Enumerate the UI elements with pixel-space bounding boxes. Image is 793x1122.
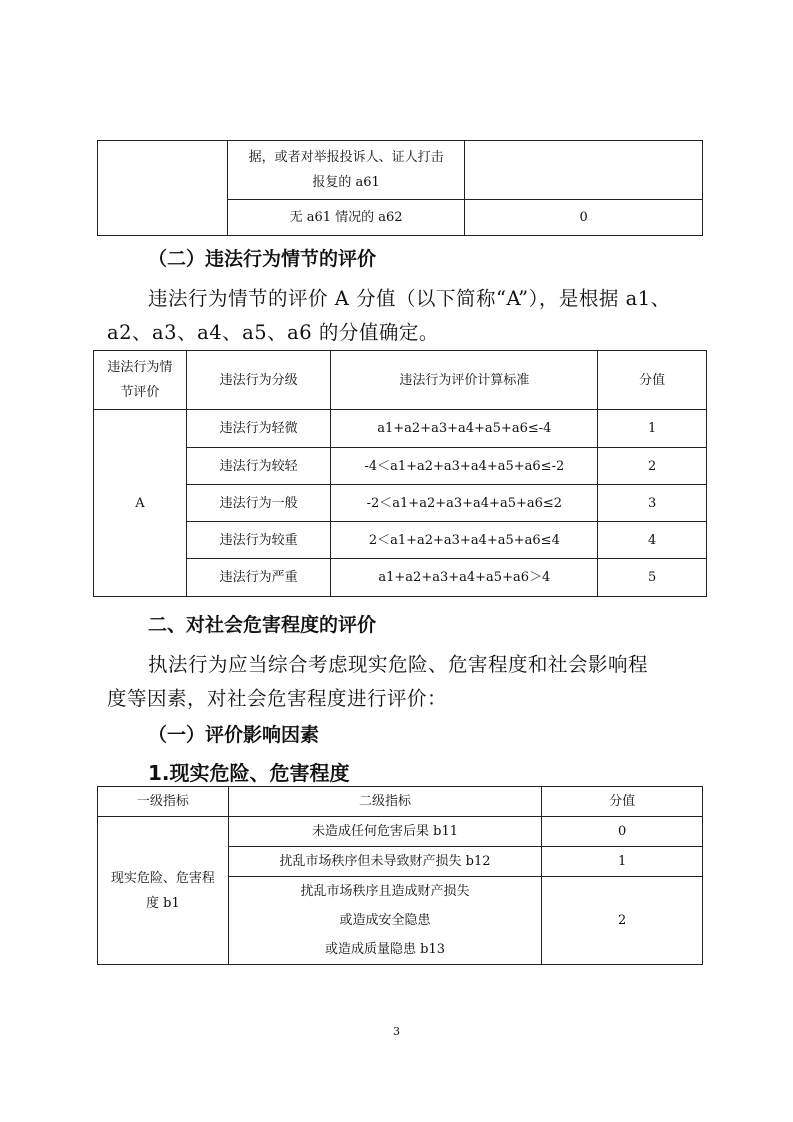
section-3-para-line2: 度等因素，对社会危害程度进行评价： xyxy=(107,687,448,710)
table-row: 未造成任何危害后果 b11 xyxy=(228,817,541,847)
table-a-header-standard: 违法行为评价计算标准 xyxy=(331,351,598,410)
table-a-header-level: 违法行为分级 xyxy=(186,351,331,410)
table-top-empty-cell xyxy=(98,141,228,236)
table-row: 违法行为严重 xyxy=(186,559,331,597)
section-sub-heading: （一）评价影响因素 xyxy=(148,724,320,746)
table-a-standard: 2＜a1+a2+a3+a4+a5+a6≤4 xyxy=(331,522,598,559)
table-top-continuation xyxy=(97,140,703,236)
table-top-row1-line2: 报复的 a61 xyxy=(312,175,380,190)
table-a-header-score: 分值 xyxy=(598,351,707,410)
table-row: 违法行为轻微 xyxy=(186,410,331,448)
table-top-row2-text: 无 a61 情况的 a62 xyxy=(227,200,465,236)
table-b-header-level1: 一级指标 xyxy=(98,787,229,817)
page-number: 3 xyxy=(393,1025,400,1038)
table-a-header-evaluation-line2: 节评价 xyxy=(120,385,160,400)
table-row: 违法行为较重 xyxy=(186,522,331,559)
table-b-score: 1 xyxy=(542,847,703,877)
table-a-score: 4 xyxy=(598,522,707,559)
table-b-merged-line1: 现实危险、危害程 xyxy=(110,870,215,886)
table-b-row3-line3: 或造成质量隐患 b13 xyxy=(325,942,446,957)
table-a-standard: a1+a2+a3+a4+a5+a6≤-4 xyxy=(331,410,598,448)
table-a-standard: -4＜a1+a2+a3+a4+a5+a6≤-2 xyxy=(331,448,598,485)
table-b xyxy=(97,786,703,965)
section-2-2-para-line1: 违法行为情节的评价 A 分值（以下简称“A”），是根据 a1、 xyxy=(148,287,671,310)
section-sub-sub-heading: 1.现实危险、危害程度 xyxy=(148,761,350,785)
table-top-row2-score: 0 xyxy=(465,200,703,236)
section-3-para-line1: 执法行为应当综合考虑现实危险、危害程度和社会影响程 xyxy=(148,653,649,676)
table-b-merged-line2: 度 b1 xyxy=(146,895,180,911)
table-a-header-evaluation-line1: 违法行为情 xyxy=(107,360,173,375)
table-a-header-evaluation xyxy=(94,351,187,410)
table-b-merged-label xyxy=(98,817,229,965)
table-b-row3-line2: 或造成安全隐患 xyxy=(339,913,431,928)
table-b-row3-line1: 扰乱市场秩序且造成财产损失 xyxy=(300,884,470,899)
table-b-header-score: 分值 xyxy=(542,787,703,817)
table-a-standard: a1+a2+a3+a4+a5+a6＞4 xyxy=(331,559,598,597)
table-top-row1-text xyxy=(227,141,465,200)
section-2-2-para-line2: a2、a3、a4、a5、a6 的分值确定。 xyxy=(107,321,439,344)
table-b-score: 0 xyxy=(542,817,703,847)
table-row: 违法行为一般 xyxy=(186,485,331,522)
table-a-standard: -2＜a1+a2+a3+a4+a5+a6≤2 xyxy=(331,485,598,522)
section-heading-2-2: （二）违法行为情节的评价 xyxy=(148,248,377,270)
table-a-score: 2 xyxy=(598,448,707,485)
table-a-score: 1 xyxy=(598,410,707,448)
table-a xyxy=(93,350,707,597)
table-row: 违法行为较轻 xyxy=(186,448,331,485)
table-a-merged-label: A xyxy=(94,410,187,597)
table-b-score: 2 xyxy=(542,877,703,965)
section-heading-3: 二、对社会危害程度的评价 xyxy=(148,614,377,636)
table-top-row1-line1: 据，或者对举报投诉人、证人打击 xyxy=(248,150,444,165)
table-b-header-level2: 二级指标 xyxy=(228,787,541,817)
table-a-score: 3 xyxy=(598,485,707,522)
table-row xyxy=(228,877,541,965)
table-top-row1-score xyxy=(465,141,703,200)
table-a-score: 5 xyxy=(598,559,707,597)
table-row: 扰乱市场秩序但未导致财产损失 b12 xyxy=(228,847,541,877)
